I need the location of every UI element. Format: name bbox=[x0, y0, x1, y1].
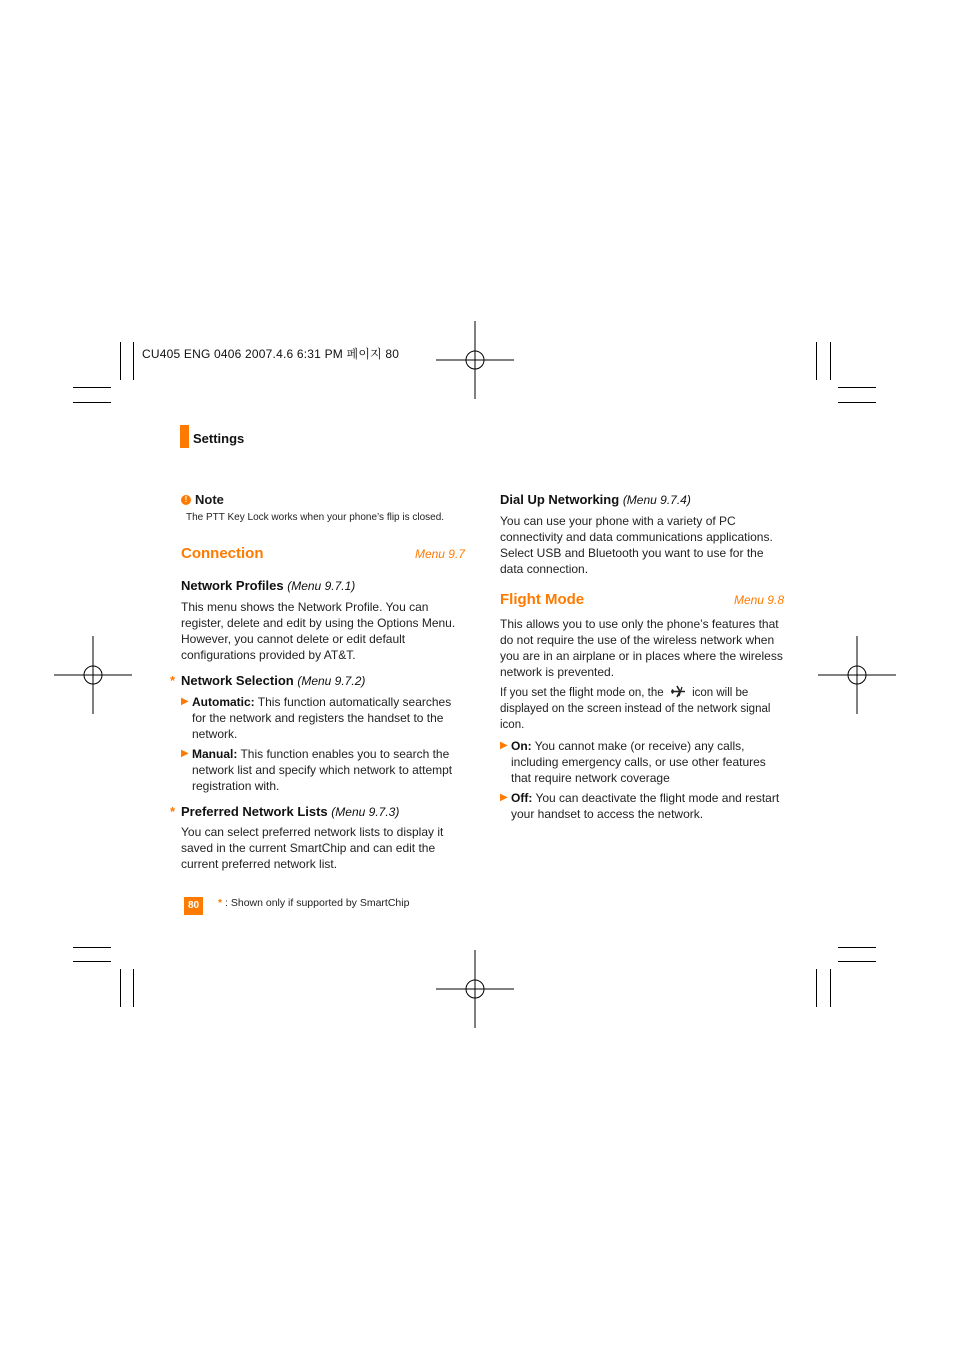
preferred-network-heading bbox=[170, 804, 465, 819]
registration-mark-icon bbox=[818, 636, 896, 714]
network-selection-title: Network Selection bbox=[181, 673, 294, 688]
note-title: Note bbox=[195, 492, 224, 507]
dial-up-heading bbox=[500, 492, 784, 507]
footnote-text: : Shown only if supported by SmartChip bbox=[222, 897, 410, 909]
crop-mark bbox=[830, 342, 831, 380]
bullet-label: Automatic: bbox=[192, 695, 255, 709]
section-tab-marker bbox=[180, 425, 189, 448]
crop-mark bbox=[73, 947, 111, 948]
flight-mode-heading bbox=[500, 591, 784, 608]
crop-mark bbox=[133, 342, 134, 380]
preferred-network-title: Preferred Network Lists bbox=[181, 804, 328, 819]
triangle-bullet-icon: ▶ bbox=[500, 740, 508, 751]
crop-mark bbox=[133, 969, 134, 1007]
left-column bbox=[170, 492, 465, 872]
list-item bbox=[181, 694, 465, 742]
flight-mode-menu-ref: Menu 9.8 bbox=[733, 593, 784, 607]
crop-mark bbox=[73, 961, 111, 962]
flight-mode-icon-text bbox=[500, 685, 784, 733]
network-profiles-heading bbox=[181, 578, 465, 593]
crop-mark bbox=[73, 402, 111, 403]
bullet-text: This function enables you to search the network list and specify which network to attempt registration with. bbox=[192, 747, 453, 793]
dial-up-title: Dial Up Networking bbox=[500, 492, 620, 507]
triangle-bullet-icon: ▶ bbox=[181, 696, 189, 707]
crop-mark bbox=[830, 969, 831, 1007]
dial-up-text: You can use your phone with a variety of PC connectivity and data communications applications. Select USB and Bluetooth you want to use for the data connection. bbox=[500, 514, 773, 576]
network-profiles-title: Network Profiles bbox=[181, 578, 284, 593]
list-item bbox=[500, 790, 784, 822]
smartchip-star: * bbox=[170, 673, 176, 688]
airplane-icon bbox=[670, 685, 686, 698]
connection-heading bbox=[181, 545, 465, 562]
bullet-label: Manual: bbox=[192, 747, 238, 761]
footnote-star: * bbox=[218, 897, 223, 909]
network-profiles-text: This menu shows the Network Profile. You can register, delete and edit by using the Options Menu. However, you cannot delete or edit default configurations provided by AT&T. bbox=[181, 600, 456, 662]
triangle-bullet-icon: ▶ bbox=[181, 748, 189, 759]
footnote bbox=[218, 897, 409, 909]
exclamation-circle-icon: ! bbox=[181, 495, 191, 505]
bullet-text: You cannot make (or receive) any calls, including emergency calls, or use other features that require network coverage bbox=[511, 739, 766, 785]
network-selection-menu-ref: (Menu 9.7.2) bbox=[297, 674, 366, 688]
section-label: Settings bbox=[193, 431, 245, 446]
flight-mode-text: This allows you to use only the phone’s features that do not require the use of the wireless network when you are in an airplane or in places where the wireless network is prevented. bbox=[500, 617, 783, 679]
bullet-text: This function automatically searches for the network and registers the handset to the network. bbox=[192, 695, 452, 741]
registration-mark-icon bbox=[436, 321, 514, 399]
print-info: CU405 ENG 0406 2007.4.6 6:31 PM 페이지 80 bbox=[142, 347, 400, 361]
right-column bbox=[500, 492, 784, 822]
dial-up-menu-ref: (Menu 9.7.4) bbox=[622, 493, 691, 507]
bullet-label: On: bbox=[511, 739, 532, 753]
note-text: The PTT Key Lock works when your phone’s flip is closed. bbox=[186, 512, 445, 523]
registration-mark-icon bbox=[436, 950, 514, 1028]
page-number: 80 bbox=[184, 897, 203, 915]
connection-title: Connection bbox=[181, 545, 264, 562]
crop-mark bbox=[838, 947, 876, 948]
crop-mark bbox=[120, 969, 121, 1007]
crop-mark bbox=[73, 387, 111, 388]
list-item bbox=[181, 746, 465, 794]
network-profiles-menu-ref: (Menu 9.7.1) bbox=[287, 579, 356, 593]
crop-mark bbox=[120, 342, 121, 380]
flight-mode-title: Flight Mode bbox=[500, 591, 585, 608]
bullet-label: Off: bbox=[511, 791, 533, 805]
bullet-text: You can deactivate the flight mode and restart your handset to access the network. bbox=[511, 791, 780, 821]
crop-mark bbox=[838, 402, 876, 403]
triangle-bullet-icon: ▶ bbox=[500, 792, 508, 803]
connection-menu-ref: Menu 9.7 bbox=[414, 547, 465, 561]
preferred-network-text: You can select preferred network lists to display it saved in the current SmartChip and can edit the current preferred network list. bbox=[181, 825, 444, 871]
crop-mark bbox=[816, 969, 817, 1007]
flight-icon-text-after: icon will be displayed on the screen instead of the network signal icon. bbox=[500, 687, 771, 731]
preferred-network-menu-ref: (Menu 9.7.3) bbox=[331, 805, 400, 819]
crop-mark bbox=[838, 387, 876, 388]
smartchip-star: * bbox=[170, 804, 176, 819]
note-heading bbox=[181, 492, 465, 507]
list-item bbox=[500, 738, 784, 786]
network-selection-heading bbox=[170, 673, 465, 688]
crop-mark bbox=[816, 342, 817, 380]
flight-icon-text-before: If you set the flight mode on, the bbox=[500, 687, 664, 699]
registration-mark-icon bbox=[54, 636, 132, 714]
crop-mark bbox=[838, 961, 876, 962]
